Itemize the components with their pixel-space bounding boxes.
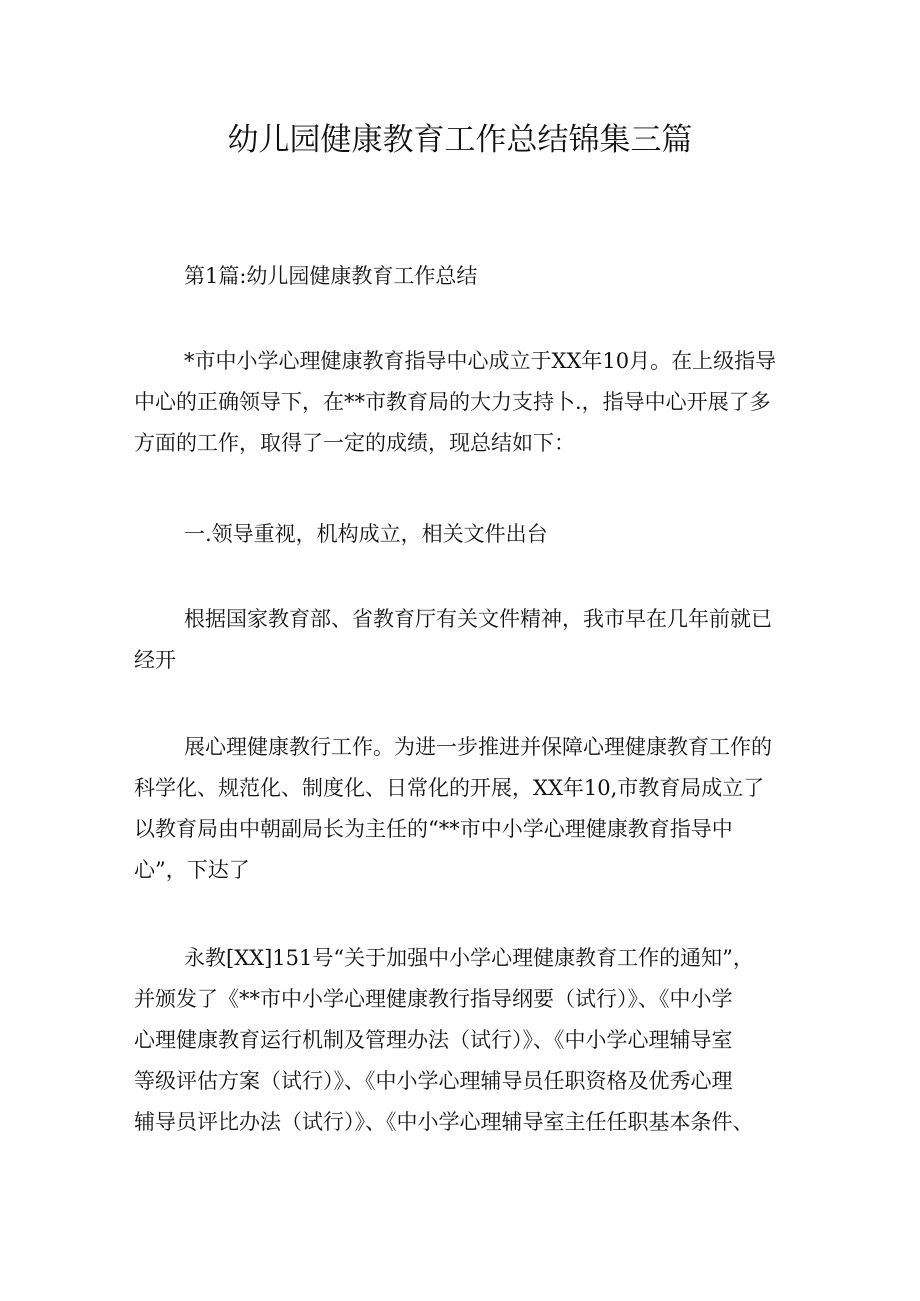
paragraph-line: 展心理健康教行工作。为进一步推进并保障心理健康教育工作的: [184, 735, 772, 759]
paragraph-line: 心理健康教育运行机制及管理办法（试行）》、《中小学心理辅导室: [134, 1028, 733, 1052]
body-paragraph-2: [134, 727, 794, 891]
paragraph-line: 并颁发了《**市中小学心理健康教行指导纲要（试行）》、《中小学: [134, 987, 733, 1011]
paragraph-line: 辅导员评比办法（试行）》、《中小学心理辅导室主任任职基本条件、: [134, 1110, 754, 1134]
paragraph-line: *市中小学心理健康教育指导中心成立于XX年10月。在上级指导: [184, 349, 777, 373]
chapter-heading-text: 第1篇:幼儿园健康教育工作总结: [184, 264, 478, 288]
section-heading: [134, 514, 844, 555]
body-paragraph-1: [134, 599, 794, 681]
paragraph-line: 科学化、规范化、制度化、日常化的开展，XX年10,市教育局成立了: [134, 776, 765, 800]
paragraph-line: 等级评估方案（试行）》、《中小学心理辅导员任职资格及优秀心理: [134, 1069, 733, 1093]
document-title: 幼儿园健康教育工作总结锦集三篇: [227, 122, 693, 158]
paragraph-line: 根据国家教育部、省教育厅有关文件精神，我市早在几年前就已: [184, 607, 772, 631]
paragraph-line: 中心的正确领导下，在**市教育局的大力支持卜.，指导中心开展了多: [134, 390, 771, 414]
intro-paragraph: [134, 341, 794, 464]
paragraph-line: 方面的工作，取得了一定的成绩，现总结如下：: [134, 431, 575, 455]
paragraph-line: 心”，下达了: [134, 858, 250, 882]
paragraph-line: 经开: [134, 648, 176, 672]
section-heading-text: 一.领导重视，机构成立，相关文件出台: [184, 522, 548, 546]
paragraph-line: 以教育局由中朝副局长为主任的“**市中小学心理健康教育指导中: [134, 817, 733, 841]
paragraph-line: 永教[XX]151号“关于加强中小学心理健康教育工作的通知”，: [184, 946, 754, 970]
body-paragraph-3: [134, 938, 794, 1143]
chapter-heading: [134, 256, 844, 297]
